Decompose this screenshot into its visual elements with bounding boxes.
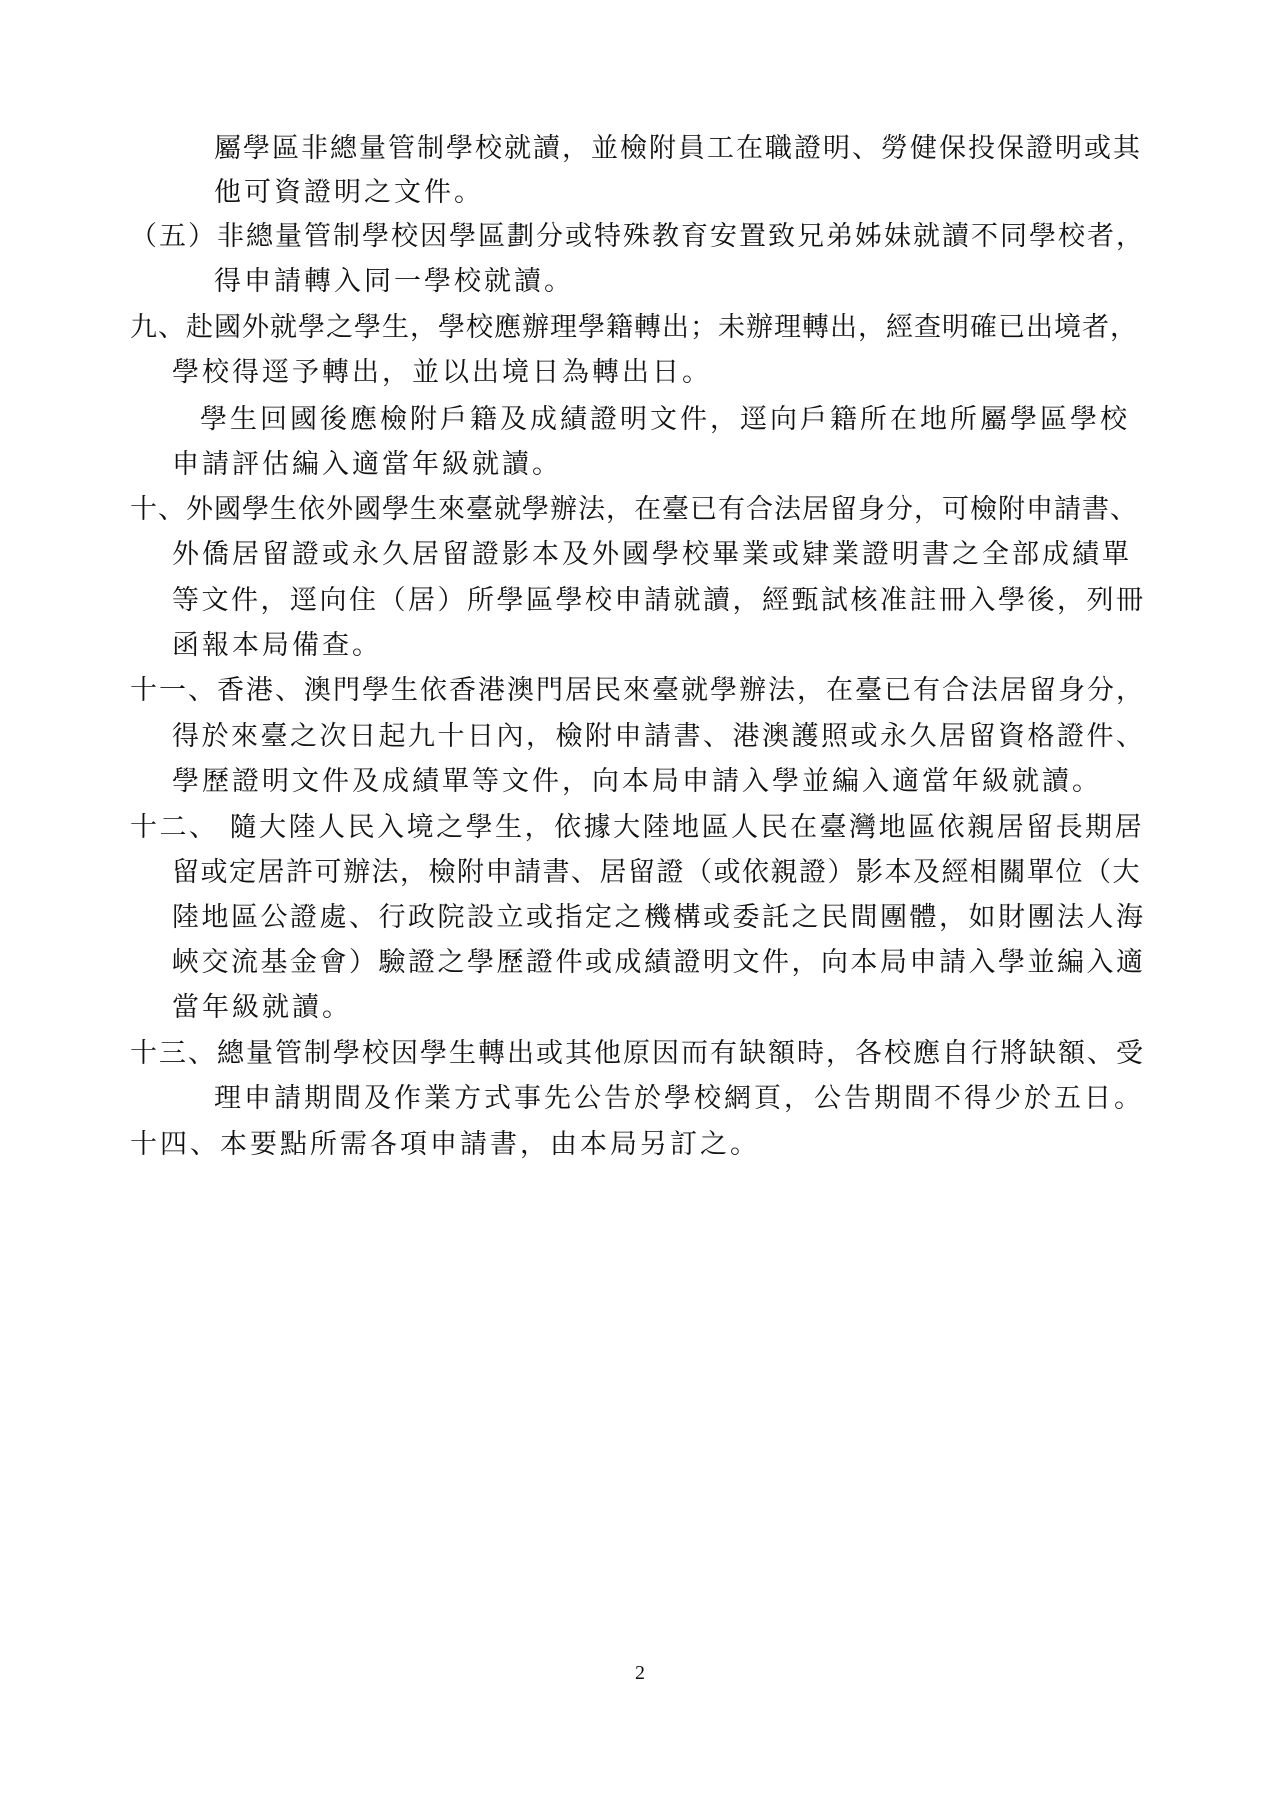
text-line: 學生回國後應檢附戶籍及成績證明文件，逕向戶籍所在地所屬學區學校 [200,404,1130,435]
page-number: 2 [635,1662,645,1684]
text-line: 得於來臺之次日起九十日內，檢附申請書、港澳護照或永久居留資格證件、 [172,721,1146,752]
text-line: 十四、本要點所需各項申請書，由本局另訂之。 [130,1129,760,1160]
text-line: 他可資證明之文件。 [214,177,484,208]
text-line: 峽交流基金會）驗證之學歷證件或成績證明文件，向本局申請入學並編入適 [172,947,1146,978]
text-line: 十、外國學生依外國學生來臺就學辦法，在臺已有合法居留身分，可檢附申請書、 [130,494,1138,525]
text-line: 學校得逕予轉出，並以出境日為轉出日。 [172,357,712,388]
text-line: 函報本局備查。 [172,630,382,661]
text-line: 得申請轉入同一學校就讀。 [214,266,574,297]
text-line: 屬學區非總量管制學校就讀，並檢附員工在職證明、勞健保投保證明或其 [214,133,1142,164]
text-line: （五）非總量管制學校因學區劃分或特殊教育安置致兄弟姊妹就讀不同學校者， [130,221,1145,252]
text-line: 等文件，逕向住（居）所學區學校申請就讀，經甄試核准註冊入學後，列冊 [172,585,1146,616]
text-line: 十二、 隨大陸人民入境之學生，依據大陸地區人民在臺灣地區依親居留長期居 [130,812,1145,843]
text-line: 留或定居許可辦法，檢附申請書、居留證（或依親證）影本及經相關單位（大 [172,857,1141,888]
text-line: 十三、總量管制學校因學生轉出或其他原因而有缺額時，各校應自行將缺額、受 [130,1038,1145,1069]
text-line: 十一、香港、澳門學生依香港澳門居民來臺就學辦法，在臺已有合法居留身分， [130,675,1145,706]
text-line: 理申請期間及作業方式事先公告於學校網頁，公告期間不得少於五日。 [214,1083,1144,1114]
text-line: 學歷證明文件及成績單等文件，向本局申請入學並編入適當年級就讀。 [172,766,1102,797]
text-line: 九、赴國外就學之學生，學校應辦理學籍轉出；未辦理轉出，經查明確已出境者， [130,312,1138,343]
text-line: 外僑居留證或永久居留證影本及外國學校畢業或肄業證明書之全部成績單 [172,539,1132,570]
text-line: 陸地區公證處、行政院設立或指定之機構或委託之民間團體，如財團法人海 [172,902,1146,933]
text-line: 當年級就讀。 [172,992,352,1023]
text-line: 申請評估編入適當年級就讀。 [172,449,562,480]
